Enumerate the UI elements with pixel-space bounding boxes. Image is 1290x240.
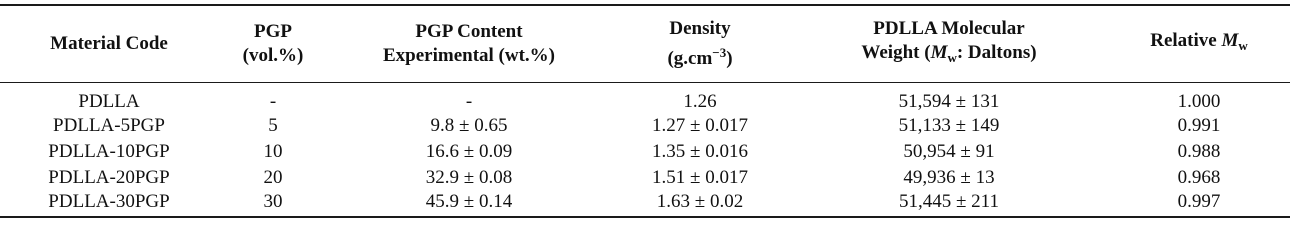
cell-pgp-vol: - <box>269 90 277 112</box>
cell-pgp-vol: 30 <box>218 191 328 217</box>
cell-pgp-vol: 10 <box>263 140 283 162</box>
cell-density: 1.26 <box>683 90 717 112</box>
header-mw-symbol: M <box>930 42 948 64</box>
header-relative-mw <box>1108 5 1290 82</box>
header-pgp-content <box>328 5 610 82</box>
table-row <box>0 191 1290 217</box>
cell-pgp-content: 32.9 ± 0.08 <box>425 166 513 188</box>
header-mw-subscript: w <box>947 50 957 66</box>
cell-relative-mw: 0.988 <box>1177 140 1221 162</box>
table-row <box>0 113 1290 139</box>
header-density-unit-pre: (g.cm <box>667 47 713 69</box>
header-density <box>610 5 790 82</box>
table-row <box>0 82 1290 113</box>
cell-density: 1.51 ± 0.017 <box>652 166 748 188</box>
header-molecular-weight-line2 <box>794 41 1104 70</box>
header-material-code-label: Material Code <box>50 32 168 54</box>
cell-molecular-weight: 50,954 ± 91 <box>903 140 995 162</box>
header-pgp-content-line1: PGP Content <box>415 20 523 42</box>
header-density-line2 <box>614 41 786 71</box>
cell-relative-mw: 0.968 <box>1177 166 1221 188</box>
header-relative-pre: Relative <box>1150 30 1222 52</box>
cell-material-code: PDLLA <box>78 90 140 112</box>
cell-molecular-weight: 49,936 ± 13 <box>903 166 995 188</box>
cell-pgp-vol: 5 <box>268 114 278 136</box>
cell-molecular-weight: 51,133 ± 149 <box>898 114 1000 136</box>
cell-pgp-content: 9.8 ± 0.65 <box>430 114 508 136</box>
cell-relative-mw: 0.991 <box>1177 114 1221 136</box>
header-mw-pre: Weight ( <box>861 42 931 64</box>
cell-material-code: PDLLA-30PGP <box>0 191 218 217</box>
header-molecular-weight <box>790 5 1108 82</box>
header-material-code <box>0 5 218 82</box>
cell-pgp-content: 45.9 ± 0.14 <box>328 191 610 217</box>
header-pgp-content-line2: Experimental (wt.%) <box>382 44 556 66</box>
cell-relative-mw: 1.000 <box>1177 90 1221 112</box>
cell-molecular-weight: 51,445 ± 211 <box>790 191 1108 217</box>
header-molecular-weight-line1: PDLLA Molecular <box>873 18 1025 40</box>
material-properties-table <box>0 4 1290 218</box>
header-pgp-vol <box>218 5 328 82</box>
table-row <box>0 165 1290 191</box>
cell-density: 1.27 ± 0.017 <box>652 114 748 136</box>
table-header-row <box>0 5 1290 82</box>
cell-molecular-weight: 51,594 ± 131 <box>898 90 1000 112</box>
cell-material-code: PDLLA-10PGP <box>48 140 170 162</box>
cell-pgp-vol: 20 <box>263 166 283 188</box>
header-density-unit-post: ) <box>726 47 733 69</box>
header-mw-post: : Daltons) <box>956 42 1037 64</box>
table-row <box>0 139 1290 165</box>
header-pgp-vol-line2: (vol.%) <box>242 44 304 66</box>
cell-relative-mw: 0.997 <box>1108 191 1290 217</box>
cell-pgp-content: 16.6 ± 0.09 <box>425 140 513 162</box>
cell-material-code: PDLLA-20PGP <box>48 166 170 188</box>
cell-material-code: PDLLA-5PGP <box>53 114 165 136</box>
cell-density: 1.63 ± 0.02 <box>610 191 790 217</box>
header-relative-subscript: w <box>1238 38 1248 54</box>
header-pgp-vol-line1: PGP <box>254 20 292 42</box>
header-density-line1: Density <box>669 17 731 39</box>
cell-density: 1.35 ± 0.016 <box>652 140 748 162</box>
header-density-unit-exponent: −3 <box>712 44 727 60</box>
header-relative-symbol: M <box>1221 30 1239 52</box>
cell-pgp-content: - <box>465 90 473 112</box>
